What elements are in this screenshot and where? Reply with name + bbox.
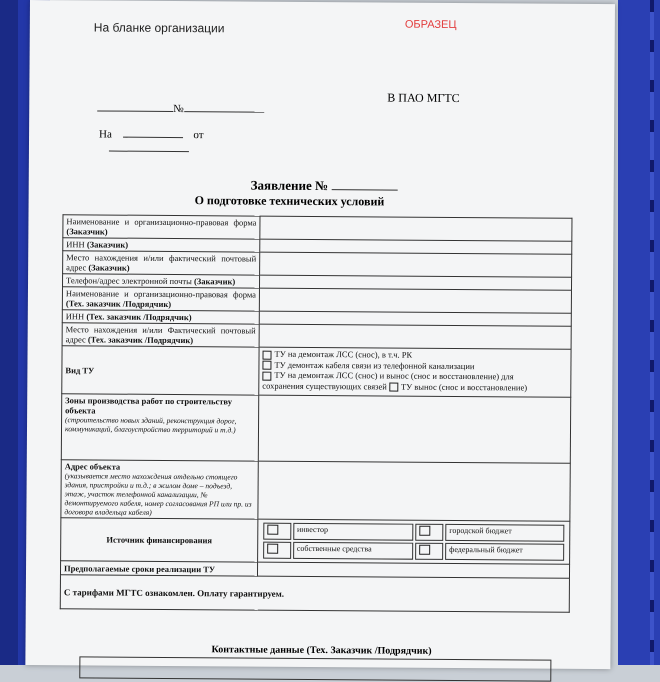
contacts-heading: Контактные данные (Тех. Заказчик /Подрядчик) (211, 644, 432, 657)
field-cell[interactable] (258, 395, 570, 463)
from-label: от (193, 129, 204, 142)
outgoing-number (97, 102, 264, 115)
checkbox-investor[interactable] (267, 525, 278, 535)
sample-stamp: ОБРАЗЕЦ (404, 18, 457, 31)
binder-frame-right (618, 0, 660, 665)
application-subtitle: О подготовке технических условий (194, 193, 385, 209)
checkbox-city-budget[interactable] (420, 526, 431, 536)
table-row-finance: Источник финансирования инвестор городской бюджет собственные средства федеральный бюджет (61, 518, 570, 565)
checkbox-federal-budget[interactable] (419, 545, 430, 555)
on-label: На (99, 128, 112, 141)
table-row: Наименование и организационно-правовая форма (Заказчик) (63, 215, 572, 242)
terms-label: Предполагаемые сроки реализации ТУ (60, 561, 257, 576)
vid-tu-label: Вид ТУ (62, 346, 259, 395)
address-note: (указывается место нахождения отдельно стоящего здания, пристройки и т.д.; в жилом доме – подъезд, этаж, участок телефонной канализации, № демонтируемого кабеля, номер согласования РП или пр. из договора владельца кабеля) (64, 471, 252, 517)
table-row: Телефон/адрес электронной почты (Заказчик) (62, 274, 571, 291)
contacts-table (79, 656, 551, 681)
table-row-tariffs (60, 575, 569, 613)
table-row: ИНН (Заказчик) (63, 238, 572, 255)
checkbox-relocation[interactable] (389, 383, 398, 392)
zones-label: Зоны производства работ по строительству объекта (65, 395, 233, 416)
field-cell[interactable] (259, 324, 571, 349)
table-row: Место нахождения и/или Фактический почтовый адрес (Тех. заказчик /Подрядчик) (62, 323, 571, 350)
table-row-vid-tu (62, 346, 571, 398)
field-cell[interactable] (260, 216, 572, 241)
checkbox-own-funds[interactable] (267, 544, 278, 554)
reference-line (99, 128, 204, 141)
address-label: Адрес объекта (64, 461, 121, 472)
zones-note: (строительство новых зданий, реконструкция дорог, коммуникаций, благоустройство территорий и т.д.) (64, 415, 237, 435)
vid-tu-options: ТУ на демонтаж ЛСС (снос), в т.ч. РК ТУ демонтаж кабеля связи из телефонной канализации ТУ на демонтаж ЛСС (снос) и вынос (снос и восстановление) для сохранения существующих связей ТУ вынос (снос и восстановление) (259, 347, 571, 397)
table-row: Наименование и организационно-правовая форма (Тех. заказчик /Подрядчик) (62, 287, 571, 314)
table-row: Место нахождения и/или фактический почтовый адрес (Заказчик) (63, 251, 572, 278)
application-title: Заявление № (251, 178, 398, 195)
table-row: ИНН (Тех. заказчик /Подрядчик) (62, 310, 571, 327)
checkbox-cable-removal[interactable] (262, 361, 271, 370)
document-page (25, 0, 615, 669)
letterhead-note: На бланке организации (93, 20, 225, 36)
finance-label: Источник финансирования (61, 518, 258, 562)
field-cell[interactable] (260, 252, 572, 277)
number-mark: № (173, 103, 184, 116)
field-cell[interactable] (258, 461, 570, 521)
field-cell[interactable] (259, 288, 571, 313)
date-line (109, 151, 189, 153)
checkbox-demolition-relocation[interactable] (262, 371, 271, 380)
table-row-address (61, 460, 570, 522)
application-form-table (60, 214, 573, 613)
checkbox-demolition[interactable] (262, 350, 271, 359)
addressee: В ПАО МГТС (387, 90, 460, 106)
table-row-zones (61, 394, 570, 464)
tariffs-statement: С тарифами МГТС ознакомлен. Оплату гарантируем. (60, 575, 569, 613)
